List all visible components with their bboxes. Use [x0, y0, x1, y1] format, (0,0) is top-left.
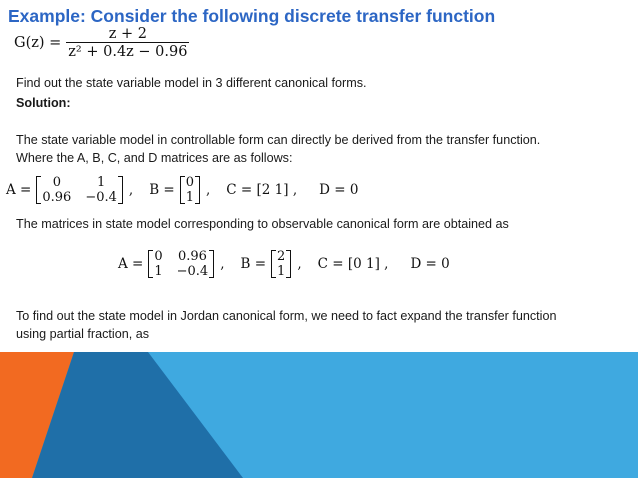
- observable-d-value: D = 0: [410, 256, 450, 272]
- observable-b-label: B =: [240, 256, 267, 272]
- observable-matrices: [118, 249, 450, 279]
- matrix-cell: 0: [52, 175, 61, 190]
- observable-text: The matrices in state model corresponding to observable canonical form are obtained as: [16, 217, 509, 231]
- matrix-cell: 0: [185, 175, 194, 190]
- matrix-cell: −0.4: [176, 264, 209, 279]
- observable-a-matrix: [148, 249, 214, 279]
- controllable-b-label: B =: [149, 182, 175, 198]
- matrix-cell: 1: [185, 190, 194, 205]
- matrix-cell: 1: [96, 175, 106, 190]
- matrix-cell: −0.4: [85, 190, 117, 205]
- controllable-c-matrix: C = [2 1] ,: [226, 182, 298, 198]
- matrix-cell: 0: [154, 249, 163, 264]
- controllable-a-matrix: [36, 175, 123, 205]
- controllable-matrices: [6, 175, 358, 205]
- transfer-function-numerator: z + 2: [108, 26, 147, 42]
- observable-b-matrix: [271, 249, 291, 279]
- matrix-cell: 0.96: [177, 249, 207, 264]
- controllable-b-matrix: [180, 175, 200, 205]
- controllable-a-label: A =: [6, 182, 32, 198]
- slide-title: Example: Consider the following discrete transfer function: [8, 6, 496, 26]
- solution-heading: Solution:: [16, 96, 71, 110]
- transfer-function-lhs: G(z) =: [14, 35, 62, 51]
- matrix-cell: 2: [277, 249, 286, 264]
- matrix-cell: 1: [277, 264, 286, 279]
- comma: ,: [128, 182, 134, 198]
- transfer-function-denominator: z² + 0.4z − 0.96: [68, 44, 188, 60]
- find-text: Find out the state variable model in 3 different canonical forms.: [16, 76, 367, 90]
- matrix-cell: 1: [154, 264, 163, 279]
- controllable-text-1: The state variable model in controllable form can directly be derived from the transfer function.: [16, 133, 541, 147]
- matrix-cell: 0.96: [42, 190, 72, 205]
- observable-c-matrix: C = [0 1] ,: [317, 256, 389, 272]
- comma: ,: [220, 256, 225, 272]
- transfer-function: [14, 26, 189, 60]
- jordan-text-2: using partial fraction, as: [16, 327, 150, 341]
- comma: ,: [297, 256, 302, 272]
- comma: ,: [206, 182, 211, 198]
- transfer-function-fraction: [66, 26, 189, 60]
- jordan-text-1: To find out the state model in Jordan canonical form, we need to fact expand the transfer function: [16, 309, 557, 323]
- controllable-d-value: D = 0: [319, 182, 359, 198]
- controllable-text-2: Where the A, B, C, and D matrices are as follows:: [16, 151, 293, 165]
- observable-a-label: A =: [118, 256, 144, 272]
